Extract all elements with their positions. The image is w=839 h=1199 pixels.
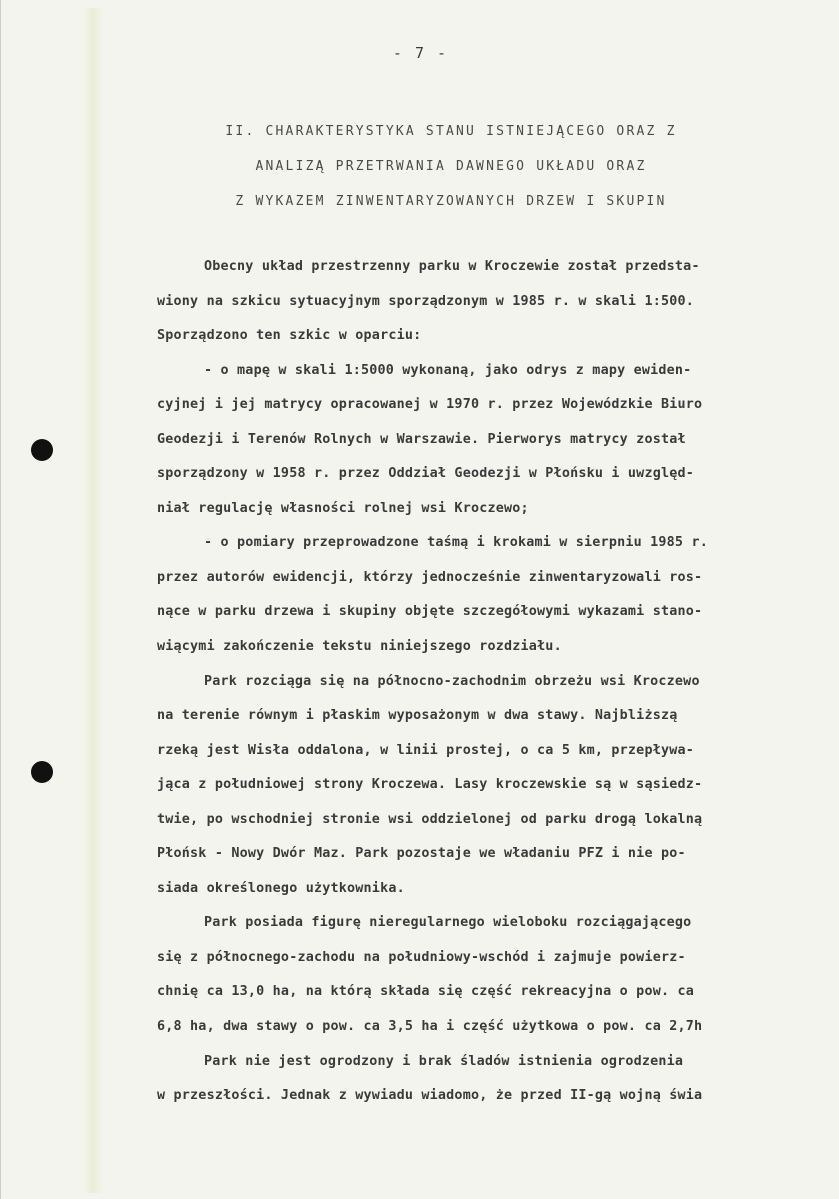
text-line: Obecny układ przestrzenny parku w Kroczewie został przedsta- — [204, 259, 700, 274]
text-line: 6,8 ha, dwa stawy o pow. ca 3,5 ha i część użytkowa o pow. ca 2,7h — [157, 1019, 703, 1035]
margin-stain — [83, 8, 103, 1193]
heading-line: ANALIZĄ PRZETRWANIA DAWNEGO UKŁADU ORAZ — [255, 159, 647, 174]
body-text — [157, 250, 829, 1114]
text-line: Park posiada figurę nieregularnego wieloboku rozciągającego — [204, 915, 692, 931]
text-line: sporządzony w 1958 r. przez Oddział Geodezji w Płońsku i uwzględ- — [157, 466, 695, 482]
chapter-heading — [141, 114, 761, 219]
text-line: Płońsk - Nowy Dwór Maz. Park pozostaje we władaniu PFZ i nie po- — [157, 846, 686, 862]
text-line: Geodezji i Terenów Rolnych w Warszawie. Pierworys matrycy został — [157, 431, 686, 447]
text-line: nące w parku drzewa i skupiny objęte szczegółowymi wykazami stano- — [157, 604, 703, 620]
punch-hole-bottom — [31, 761, 53, 783]
text-line: na terenie równym i płaskim wyposażonym w dwa stawy. Najbliższą — [157, 708, 678, 724]
text-line: cyjnej i jej matrycy opracowanej w 1970 r. przez Wojewódzkie Biuro — [157, 397, 703, 413]
text-line: w przeszłości. Jednak z wywiadu wiadomo, że przed II-gą wojną świa — [157, 1088, 703, 1104]
text-line: siada określonego użytkownika. — [157, 880, 405, 896]
text-line: Park rozciąga się na północno-zachodnim obrzeżu wsi Kroczewo — [204, 673, 700, 689]
page-number: - 7 - — [392, 44, 449, 62]
text-line: twie, po wschodniej stronie wsi oddzielonej od parku drogą lokalną — [157, 811, 703, 827]
text-line: - o pomiary przeprowadzone taśmą i krokami w sierpniu 1985 r. — [204, 535, 708, 551]
text-line: rzeką jest Wisła oddalona, w linii prostej, o ca 5 km, przepływa- — [157, 742, 695, 758]
text-line: Sporządzono ten szkic w oparciu: — [157, 328, 422, 344]
heading-line: Z WYKAZEM ZINWENTARYZOWANYCH DRZEW I SKUPIN — [235, 194, 667, 209]
text-line: wiącymi zakończenie tekstu niniejszego rozdziału. — [157, 639, 562, 655]
text-line: niał regulację własności rolnej wsi Kroczewo; — [157, 500, 529, 516]
punch-hole-top — [31, 439, 53, 461]
text-line: chnię ca 13,0 ha, na którą składa się część rekreacyjna o pow. ca — [157, 984, 695, 1000]
heading-line: II. CHARAKTERYSTYKA STANU ISTNIEJĄCEGO ORAZ Z — [225, 124, 677, 139]
text-line: Park nie jest ogrodzony i brak śladów istnienia ogrodzenia — [204, 1053, 684, 1069]
text-line: jąca z południowej strony Kroczewa. Lasy kroczewskie są w sąsiedz- — [157, 777, 703, 793]
text-line: - o mapę w skali 1:5000 wykonaną, jako odrys z mapy ewiden- — [204, 362, 692, 378]
text-line: wiony na szkicu sytuacyjnym sporządzonym w 1985 r. w skali 1:500. — [157, 293, 695, 309]
text-line: przez autorów ewidencji, którzy jednocześnie zinwentaryzowali ros- — [157, 569, 703, 585]
text-line: się z północnego-zachodu na południowy-wschód i zajmuje powierz- — [157, 949, 686, 965]
